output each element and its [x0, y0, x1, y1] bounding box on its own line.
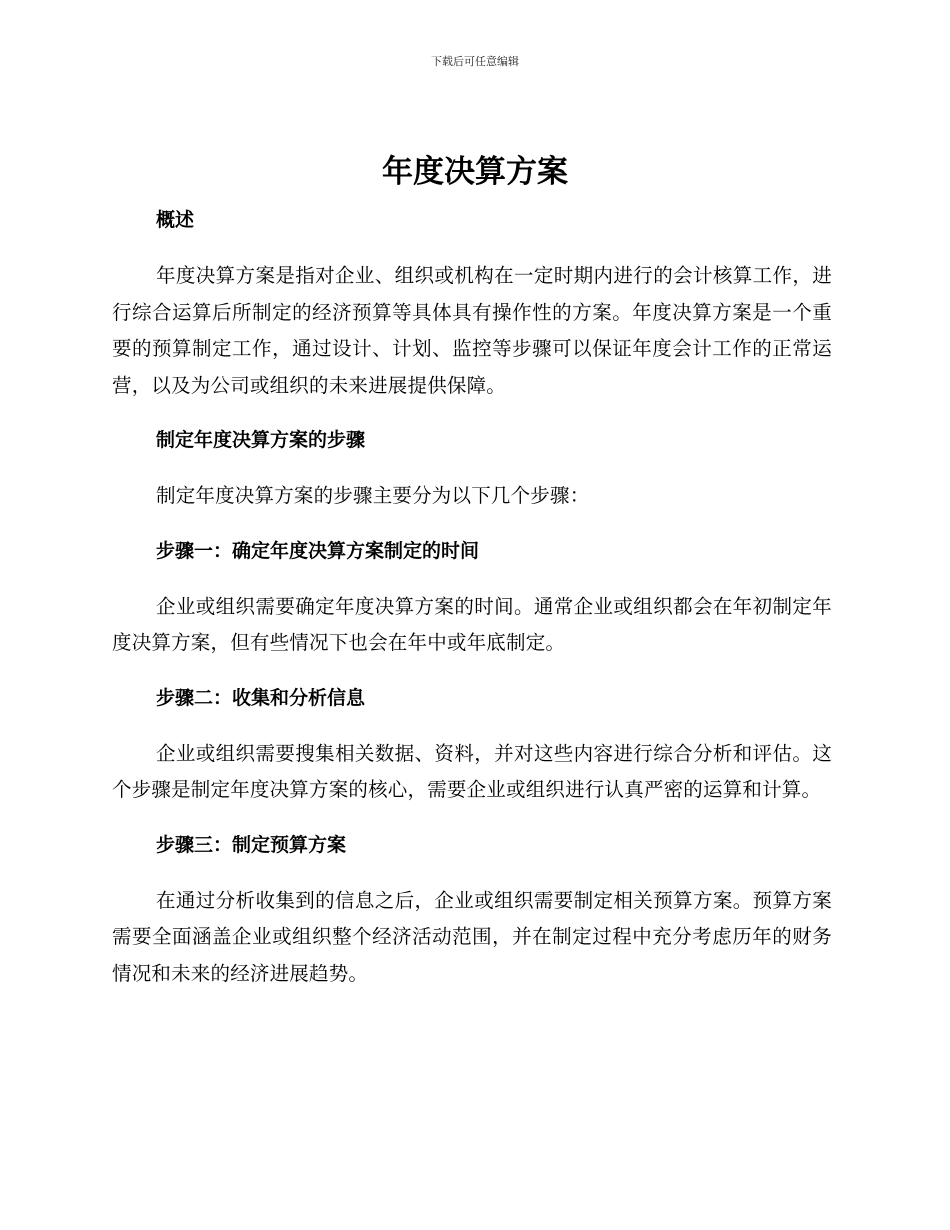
section-paragraph-overview: 年度决算方案是指对企业、组织或机构在一定时期内进行的会计核算工作，进行综合运算后所制定的经济预算等具体具有操作性的方案。年度决算方案是一个重要的预算制定工作，通过设计、计划、监控等步骤可以保证年度会计工作的正常运营，以及为公司或组织的未来进展提供保障。	[112, 264, 832, 397]
section-paragraph-step-two: 企业或组织需要搜集相关数据、资料，并对这些内容进行综合分析和评估。这个步骤是制定年度决算方案的核心，需要企业或组织进行认真严密的运算和计算。	[112, 741, 832, 801]
document-title: 年度决算方案	[382, 154, 568, 190]
section-heading-step-three: 步骤三：制定预算方案	[156, 833, 347, 856]
section-paragraph-step-one: 企业或组织需要确定年度决算方案的时间。通常企业或组织都会在年初制定年度决算方案，但有些情况下也会在年中或年底制定。	[112, 594, 832, 654]
section-paragraph-step-three: 在通过分析收集到的信息之后，企业或组织需要制定相关预算方案。预算方案需要全面涵盖企业或组织整个经济活动范围，并在制定过程中充分考虑历年的财务情况和未来的经济进展趋势。	[112, 888, 832, 985]
section-heading-steps: 制定年度决算方案的步骤	[156, 429, 366, 451]
document-body	[112, 200, 832, 992]
section-heading-step-one: 步骤一：确定年度决算方案制定的时间	[156, 539, 480, 562]
section-paragraph-steps: 制定年度决算方案的步骤主要分为以下几个步骤：	[156, 484, 590, 507]
section-heading-step-two: 步骤二：收集和分析信息	[156, 686, 366, 709]
section-heading-overview: 概述	[156, 209, 195, 231]
header-note: 下载后可任意编辑	[431, 55, 519, 68]
